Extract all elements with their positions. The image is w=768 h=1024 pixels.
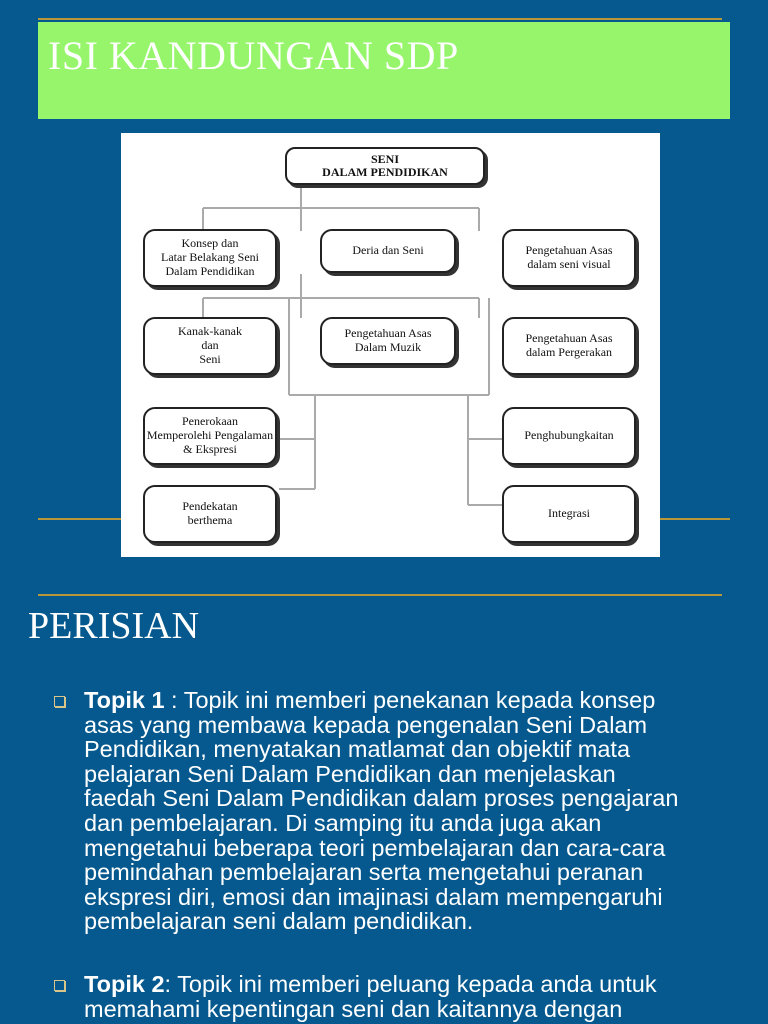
- section-title: PERISIAN: [28, 605, 200, 647]
- topic-label: Topik 1: [84, 687, 165, 713]
- topic-line: memahami kepentingan seni dan kaitannya dengan: [84, 995, 623, 1022]
- topic-label: Topik 2: [84, 971, 165, 997]
- node-penghubungkaitan: Penghubungkaitan: [502, 407, 636, 465]
- topic-line: Pendidikan, menyatakan matlamat dan objektif mata: [84, 736, 631, 763]
- top-rule: [38, 18, 722, 20]
- topic-line: pelajaran Seni Dalam Pendidikan dan menjelaskan: [84, 760, 616, 787]
- topic-line: ekspresi diri, emosi dan imajinasi dalam mempengaruhi: [84, 883, 663, 910]
- topic-line: pembelajaran seni dalam pendidikan.: [84, 908, 474, 935]
- bullet-square-icon: [54, 696, 65, 707]
- topic-line: faedah Seni Dalam Pendidikan dalam proses pengajaran: [84, 785, 679, 812]
- bullet-square-icon: [54, 980, 65, 991]
- title-banner: [38, 22, 730, 119]
- topic-line: dan pembelajaran. Di samping itu anda juga akan: [84, 809, 602, 836]
- node-seni-visual: Pengetahuan Asas dalam seni visual: [502, 229, 636, 287]
- node-penerokaan: Penerokaan Memperolehi Pengalaman & Ekspresi: [143, 407, 277, 465]
- topic-line: mengetahui beberapa teori pembelajaran dan cara-cara: [84, 834, 666, 861]
- topic-item-2: [54, 972, 744, 1024]
- topic-line: Topik 2: Topik ini memberi peluang kepada anda untuk: [84, 971, 657, 997]
- section-rule: [38, 594, 722, 596]
- node-pergerakan: Pengetahuan Asas dalam Pergerakan: [502, 317, 636, 375]
- topic-line: pemindahan pembelajaran serta mengetahui peranan: [84, 859, 644, 886]
- node-pendekatan: Pendekatan berthema: [143, 485, 277, 543]
- concept-diagram: [121, 133, 660, 557]
- node-seni-dalam-pendidikan: SENI DALAM PENDIDIKAN: [285, 147, 485, 185]
- mid-rule-right: [660, 518, 730, 520]
- node-integrasi: Integrasi: [502, 485, 636, 543]
- node-kanak-kanak: Kanak-kanak dan Seni: [143, 317, 277, 375]
- topic-line: Topik 1 : Topik ini memberi penekanan kepada konsep: [84, 687, 656, 713]
- topic-text-2: [84, 972, 744, 1021]
- node-muzik: Pengetahuan Asas Dalam Muzik: [320, 317, 456, 365]
- node-deria: Deria dan Seni: [320, 229, 456, 273]
- topic-line: asas yang membawa kepada pengenalan Seni Dalam: [84, 711, 648, 738]
- slide-title: ISI KANDUNGAN SDP: [48, 33, 459, 78]
- topic-item-1: [54, 688, 744, 938]
- node-konsep: Konsep dan Latar Belakang Seni Dalam Pendidikan: [143, 229, 277, 287]
- topic-text-1: [84, 688, 744, 934]
- mid-rule-left: [38, 518, 122, 520]
